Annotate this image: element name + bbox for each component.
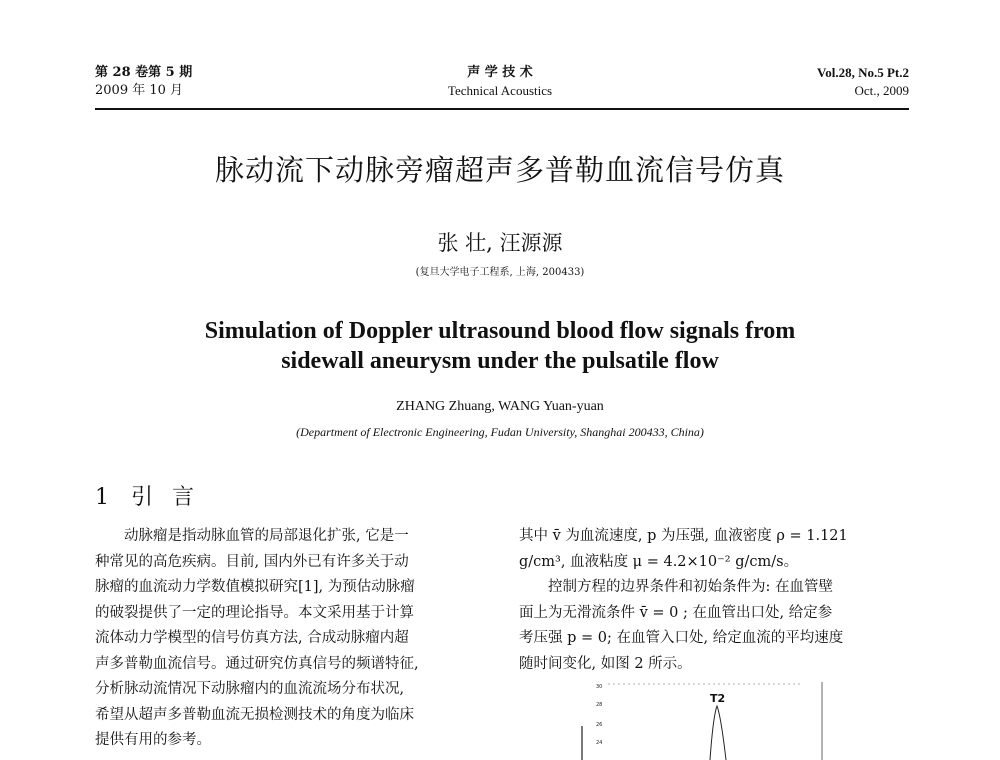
paragraph-line: g/cm³, 血液粘度 μ = 4.2×10⁻² g/cm/s。: [519, 553, 799, 570]
paper-title-cn: 脉动流下动脉旁瘤超声多普勒血流信号仿真: [214, 153, 785, 187]
section-title: 引 言: [131, 485, 200, 510]
authors-cn: 张 壮, 汪源源: [437, 231, 563, 255]
paper-title-en-line1: Simulation of Doppler ultrasound blood flow signals from: [204, 318, 796, 344]
y-tick-label: 30: [596, 684, 603, 690]
peak-label-t2: T2: [710, 692, 726, 705]
paragraph-line: 分析脉动流情况下动脉瘤内的血流流场分布状况,: [95, 681, 405, 697]
paragraph-line: 其中 v̄ 为血流速度, p 为压强, 血液密度 ρ = 1.121: [519, 528, 848, 544]
date-en: Oct., 2009: [854, 83, 909, 98]
paragraph-line: 流体动力学模型的信号仿真方法, 合成动脉瘤内超: [95, 630, 409, 646]
left-column: [95, 524, 485, 754]
paragraph-line: 声多普勒血流信号。通过研究仿真信号的频谱特征,: [95, 655, 419, 672]
paragraph-line: 考压强 p = 0; 在血管入口处, 给定血流的平均速度: [519, 630, 844, 646]
journal-volume-en: [817, 64, 909, 100]
y-tick-label: 24: [596, 740, 603, 746]
authors-en: ZHANG Zhuang, WANG Yuan-yuan: [396, 399, 604, 414]
date-cn: 2009 年 10 月: [95, 83, 184, 98]
paragraph-line: 随时间变化, 如图 2 所示。: [519, 655, 692, 672]
section-number: 1: [95, 485, 109, 510]
y-tick-label: 26: [596, 722, 603, 728]
paragraph-line: 希望从超声多普勒血流无损检测技术的角度为临床: [95, 706, 414, 723]
paper-title-en-line2: sidewall aneurysm under the pulsatile flow: [281, 348, 719, 374]
figure-2-plot: [560, 682, 830, 760]
right-column: [519, 524, 911, 677]
paragraph-line: 提供有用的参考。: [95, 732, 211, 748]
paragraph-line: 的破裂提供了一定的理论指导。本文采用基于计算: [95, 604, 414, 621]
paragraph-line: 种常见的高危疾病。目前, 国内外已有许多关于动: [95, 553, 409, 570]
journal-name-cn: 声 学 技 术: [467, 65, 533, 80]
volume-issue-cn: 第 28 卷第 5 期: [95, 65, 193, 80]
volume-issue-en: Vol.28, No.5 Pt.2: [817, 65, 909, 80]
paper-title-en: [0, 316, 1000, 376]
header-rule: [95, 108, 909, 110]
paragraph-line: 脉瘤的血流动力学数值模拟研究[1], 为预估动脉瘤: [95, 579, 415, 595]
paragraph-line: 控制方程的边界条件和初始条件为: 在血管壁: [548, 579, 833, 595]
journal-name: [380, 64, 620, 100]
section-heading: [95, 484, 200, 512]
journal-issue: [95, 64, 192, 100]
y-tick-label: 28: [596, 702, 603, 708]
paragraph-line: 动脉瘤是指动脉血管的局部退化扩张, 它是一: [124, 528, 409, 544]
velocity-curve: [710, 706, 726, 760]
journal-name-en: Technical Acoustics: [447, 83, 553, 98]
affiliation-cn: (复旦大学电子工程系, 上海, 200433): [415, 267, 585, 278]
paragraph-line: 面上为无滑流条件 v̄ = 0 ; 在血管出口处, 给定参: [519, 604, 833, 621]
affiliation-en: (Department of Electronic Engineering, Fudan University, Shanghai 200433, China): [296, 425, 704, 439]
